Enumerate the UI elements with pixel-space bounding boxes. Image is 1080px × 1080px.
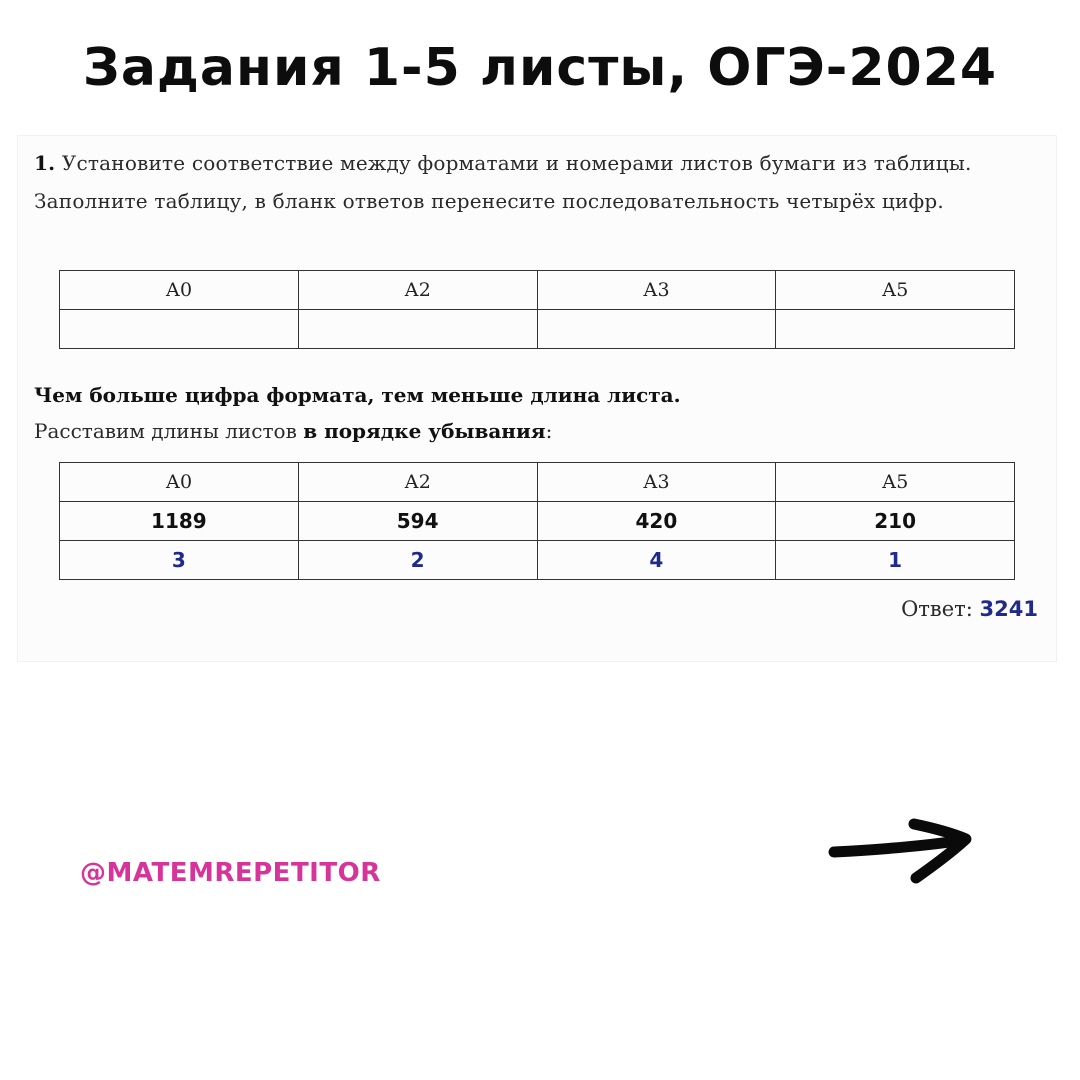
format-header: А3 xyxy=(537,463,776,502)
format-header: А2 xyxy=(298,271,537,310)
arrow-right-icon[interactable] xyxy=(828,816,978,888)
format-header: А5 xyxy=(776,463,1015,502)
table-row xyxy=(60,310,1015,349)
arrange-statement xyxy=(34,419,552,443)
sheet-number-cell: 1 xyxy=(776,541,1015,580)
task-text: Установите соответствие между форматами и номерами листов бумаги из таблицы. Заполните таблицу, в бланк ответов перенесите последовательность четырёх цифр. xyxy=(34,151,972,213)
length-cell: 420 xyxy=(537,502,776,541)
sheet-number-cell: 4 xyxy=(537,541,776,580)
answer-cell xyxy=(298,310,537,349)
format-header: А0 xyxy=(60,463,299,502)
arrange-emphasis: в порядке убывания xyxy=(303,419,546,443)
arrange-prefix: Расставим длины листов xyxy=(34,419,304,443)
table-row xyxy=(60,271,1015,310)
sheet-number-cell: 2 xyxy=(298,541,537,580)
table-row xyxy=(60,463,1015,502)
answer-cell xyxy=(537,310,776,349)
page-title: Задания 1-5 листы, ОГЭ-2024 xyxy=(82,38,998,98)
length-cell: 1189 xyxy=(60,502,299,541)
task-statement xyxy=(34,144,1046,220)
author-handle: @MATEMREPETITOR xyxy=(80,858,381,888)
format-header: А0 xyxy=(60,271,299,310)
answer-label: Ответ: xyxy=(901,597,980,621)
format-header: А3 xyxy=(537,271,776,310)
answer-value: 3241 xyxy=(979,597,1038,621)
answer-line xyxy=(901,597,1038,621)
answer-cell xyxy=(60,310,299,349)
task-number: 1. xyxy=(34,151,56,175)
rule-statement: Чем больше цифра формата, тем меньше длина листа. xyxy=(34,383,681,407)
sheet-number-cell: 3 xyxy=(60,541,299,580)
table-row xyxy=(60,541,1015,580)
answer-cell xyxy=(776,310,1015,349)
length-cell: 210 xyxy=(776,502,1015,541)
answer-table xyxy=(59,270,1015,349)
table-row xyxy=(60,502,1015,541)
format-header: А2 xyxy=(298,463,537,502)
solution-table xyxy=(59,462,1015,580)
format-header: А5 xyxy=(776,271,1015,310)
length-cell: 594 xyxy=(298,502,537,541)
arrange-suffix: : xyxy=(545,419,553,443)
